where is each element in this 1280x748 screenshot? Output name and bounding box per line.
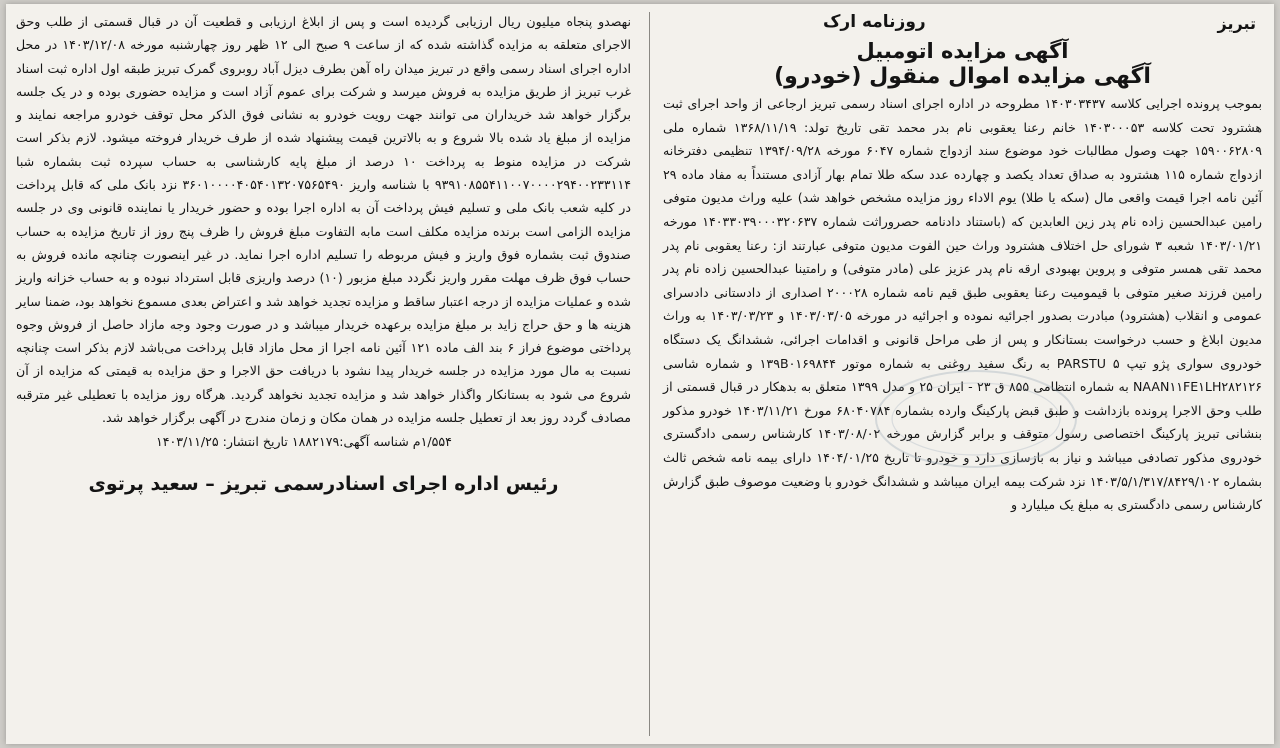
column-divider: [649, 12, 650, 736]
left-column: [6, 4, 649, 744]
notice-body-part-1: بموجب پرونده اجرایی کلاسه ۱۴۰۳۰۳۴۳۷ مطروحه در اداره اجرای اسناد رسمی تبریز ارجاعی از واحد اجرای ثبت هشترود تحت کلاسه ۱۴۰۳۰۰۰۵۳ خانم رعنا یعقوبی نام بدر محمد تقی تاریخ تولد: ۱۳۶۸/۱۱/۱۹ شماره ملی ۱۵۹۰۰۶۲۸۰۹ جهت وصول مطالبات خود موضوع سند ازدواج شماره ۶۰۴۷ مورخه ۱۳۹۴/۰۹/۲۸ تنظیمی دفترخانه ازدواج شماره ۱۱۵ هشترود به صداق تعداد یکصد و چهارده عدد سکه طلا تمام بهار آزادی مستنداً به مفاد ماده ۲۹ آئین نامه اجرا قیمت واقعی مال (سکه یا طلا) یوم الاداء روز مزایده مشخص خواهد شد) علیه وراث مدیون متوفی رامین عبدالحسین زاده نام پدر زین العابدین که (باستناد دادنامه حصروراثت شماره ۱۴۰۳۳۰۳۹۰۰۰۳۲۰۶۳۷ مورخه ۱۴۰۳/۰۱/۲۱ شعبه ۳ شورای حل اختلاف هشترود وراث حین الفوت مدیون متوفی عبارتند از: رعنا یعقوبی نام پدر محمد تقی همسر متوفی و پروین بهبودی ارقه نام پدر عزیز علی (مادر متوفی) و رامتینا عبدالحسین زاده نام پدر رامین فرزند صغیر متوفی با قیمومیت رعنا یعقوبی طبق قیم نامه شماره ۲۰۰۰۲۸ اصداری از دادستانی دادسرای عمومی و انقلاب (هشترود) مبادرت بصدور اجرائیه نموده و اجرائیه در مورخه ۱۴۰۳/۰۳/۰۵ و ۱۴۰۳/۰۳/۲۳ به وراث مدیون ابلاغ و حسب درخواست بستانکار و پس از طی مراحل قانونی و اقدامات اجرائی، ششدانگ یک دستگاه خودروی سواری پژو تیپ ۵ PARSTU به رنگ سفید روغنی به شماره موتور ۱۳۹B۰۱۶۹۸۴۴ و شماره شاسی NAAN۱۱FE۱LH۲۸۲۱۲۶ به شماره انتظامی ۸۵۵ ق ۲۳ - ایران ۲۵ و مدل ۱۳۹۹ متعلق به بدهکار در قبال قسمتی از طلب وحق الاجرا پرونده بازداشت و طبق قبض پارکینگ وارده بشماره ۶۸۰۴۰۷۸۴ مورخ ۱۴۰۳/۱۱/۲۱ خودرو مذکور بنشانی تبریز پارکینگ اختصاصی رسول متوقف و برابر گزارش مورخه ۱۴۰۳/۰۸/۰۲ کارشناس رسمی دادگستری خودروی مذکور تصادفی میباشد و نیاز به بازسازی دارد و خودرو تا تاریخ ۱۴۰۴/۰۱/۲۵ دارای بیمه نامه شخص ثالث بشماره ۱۴۰۳/۵/۱/۳۱۷/۸۴۲۹/۱۰۲ نزد شرکت بیمه ایران میباشد و ششدانگ خودرو با وضعیت موصوف طبق گزارش کارشناس رسمی دادگستری به مبلغ یک میلیارد و: [663, 96, 1263, 513]
signature-line: رئیس اداره اجرای اسنادرسمی تبریز – سعید پرتوی: [88, 473, 559, 496]
newspaper-name: روزنامه ارک: [823, 12, 926, 32]
notice-id-and-date: ۱/۵۵۴م شناسه آگهی:۱۸۸۲۱۷۹ تاریخ انتشار: ۱۴۰۳/۱۱/۲۵: [156, 434, 452, 450]
notice-body-part-2: نهصدو پنجاه میلیون ریال ارزیابی گردیده است و پس از ابلاغ ارزیابی و قطعیت آن در قبال قسمتی از طلب وحق الاجرای متعلقه به مزایده گذاشته شده که از ساعت ۹ صبح الی ۱۲ ظهر روز چهارشنبه مورخه ۱۴۰۳/۱۲/۰۸ در محل اداره اجرای اسناد رسمی واقع در تبریز میدان راه آهن بطرف دیزل آباد روبروی گمرک تبریز طبقه اول اداره ثبت اسناد غرب تبریز از طریق مزایده به فروش میرسد و شرکت برای عموم آزاد است و مزایده حضوری بوده و در یک جلسه برگزار خواهد شد خریداران می توانند جهت رویت خودرو به نشانی فوق الذکر محل توقف خودرو مراجعه نمایند و مزایده از مبلغ یاد شده بالا شروع و به بالاترین قیمت پیشنهاد شده از طرف خریدار فروخته میشود. لازم بذکر است شرکت در مزایده منوط به پرداخت ۱۰ درصد از مبلغ پایه کارشناسی به حساب سپرده ثبت بشماره شبا ۹۳۹۱۰۸۵۵۴۱۱۰۰۷۰۰۰۰۲۹۴۰۰۲۳۳۱۱۴ با شناسه واریز ۳۶۰۱۰۰۰۰۴۰۵۴۰۱۳۲۰۷۵۶۵۴۹۰ نزد بانک ملی که قابل پرداخت در کلیه شعب بانک ملی و تسلیم فیش پرداخت آن به اداره اجرا بوده و حضور خریدار یا نماینده قانونی وی در جلسه مزایده الزامی است برنده مزایده مکلف است مابه التفاوت مبلغ فروش را ظرف پنج روز از تاریخ مزایده به حساب صندوق ثبت بشماره فوق واریز و فیش مربوطه را تسلیم اداره اجرا نماید. در غیر اینصورت چنانچه مانده فروش به حساب فوق ظرف مهلت مقرر واریز نگردد مبلغ مزبور (۱۰) درصد واریزی قابل استرداد نبوده و به حساب خزانه واریز شده و عملیات مزایده از درجه اعتبار ساقط و مزایده تجدید خواهد شد و اعتراض بعدی مسموع نخواهد بود، ضمنا سایر هزینه ها و حق حراج زاید بر مبلغ مزایده برعهده خریدار میباشد و در صورت وجود وجه مازاد حاصل از فروش وجوه پرداختی موضوع فراز ۶ بند الف ماده ۱۲۱ آئین نامه اجرا از محل مازاد قابل پرداخت می‌باشد لازم بذکر است چنانچه نسبت به مال مورد مزایده در جلسه خریدار پیدا نشود با دریافت حق الاجرا و حق مزایده به قیمتی که مزایده از آن شروع می شود به بستانکار واگذار خواهد شد و مزایده تجدید نخواهد گردید. هرگاه روز مزایده با تعطیلی غیر مترقبه مصادف گردد روز بعد از تعطیل جلسه مزایده در همان مکان و زمان مندرج در آگهی برگزار خواهد شد.: [16, 14, 632, 426]
newspaper-clipping: [6, 4, 1274, 744]
headline-car-auction: آگهی مزایده اتومبیل: [856, 39, 1069, 63]
right-column: [649, 4, 1274, 744]
masthead: [663, 12, 1262, 38]
headline-movable-assets-auction: آگهی مزایده اموال منقول (خودرو): [774, 64, 1151, 89]
city-label: تبریز: [1217, 14, 1256, 33]
